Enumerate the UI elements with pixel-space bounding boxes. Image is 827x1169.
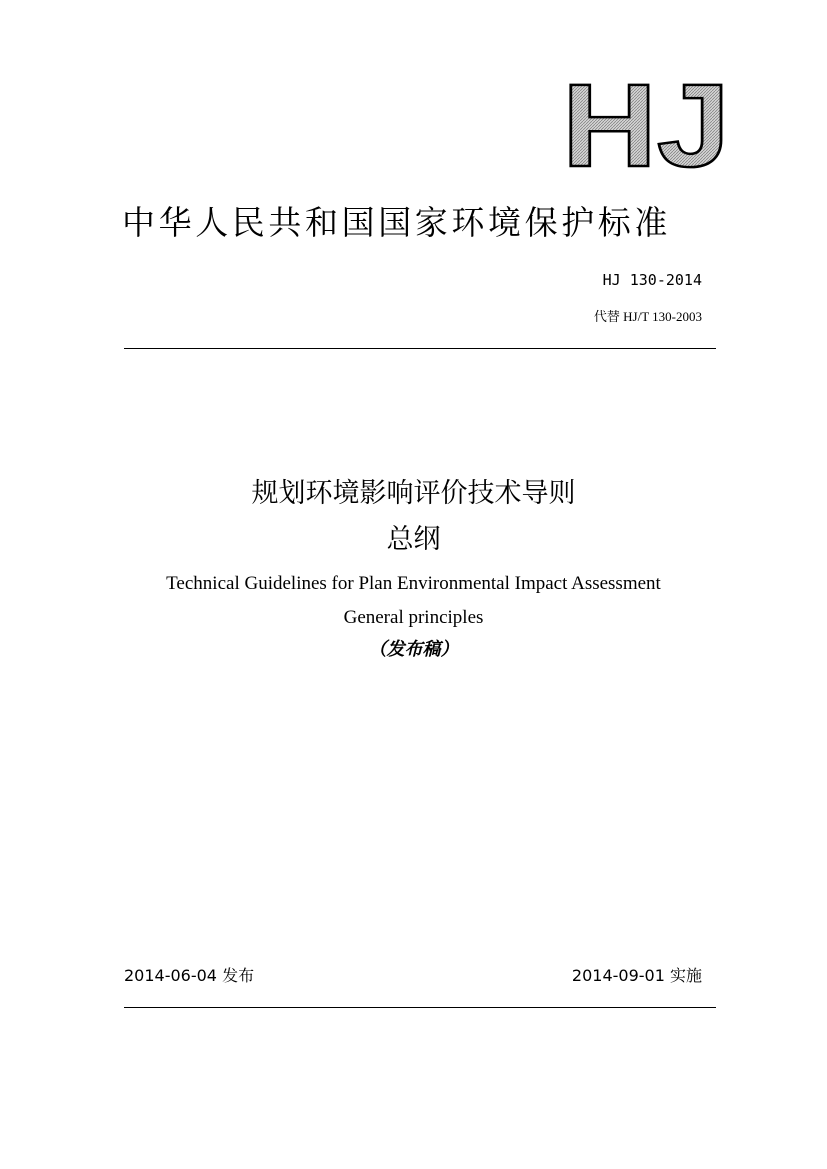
- standard-title: 中华人民共和国国家环境保护标准: [122, 203, 671, 242]
- document-title-en: Technical Guidelines for Plan Environmental Impact Assessment: [166, 573, 661, 594]
- standard-number: HJ 130-2014: [602, 271, 702, 289]
- draft-status: （发布稿）: [368, 639, 459, 660]
- document-subtitle-en: General principles: [343, 607, 484, 628]
- replaces-note: 代替 HJ/T 130-2003: [593, 309, 702, 324]
- footer-divider: [124, 1007, 716, 1008]
- document-title-cn: 规划环境影响评价技术导则: [251, 478, 576, 509]
- document-subtitle-cn: 总纲: [386, 524, 441, 555]
- header-divider: [124, 348, 716, 349]
- hj-logo-text: HJ: [562, 76, 730, 172]
- hj-logo: [562, 76, 732, 172]
- issue-date: 2014-06-04 发布: [124, 966, 255, 985]
- effective-date: 2014-09-01 实施: [571, 966, 702, 985]
